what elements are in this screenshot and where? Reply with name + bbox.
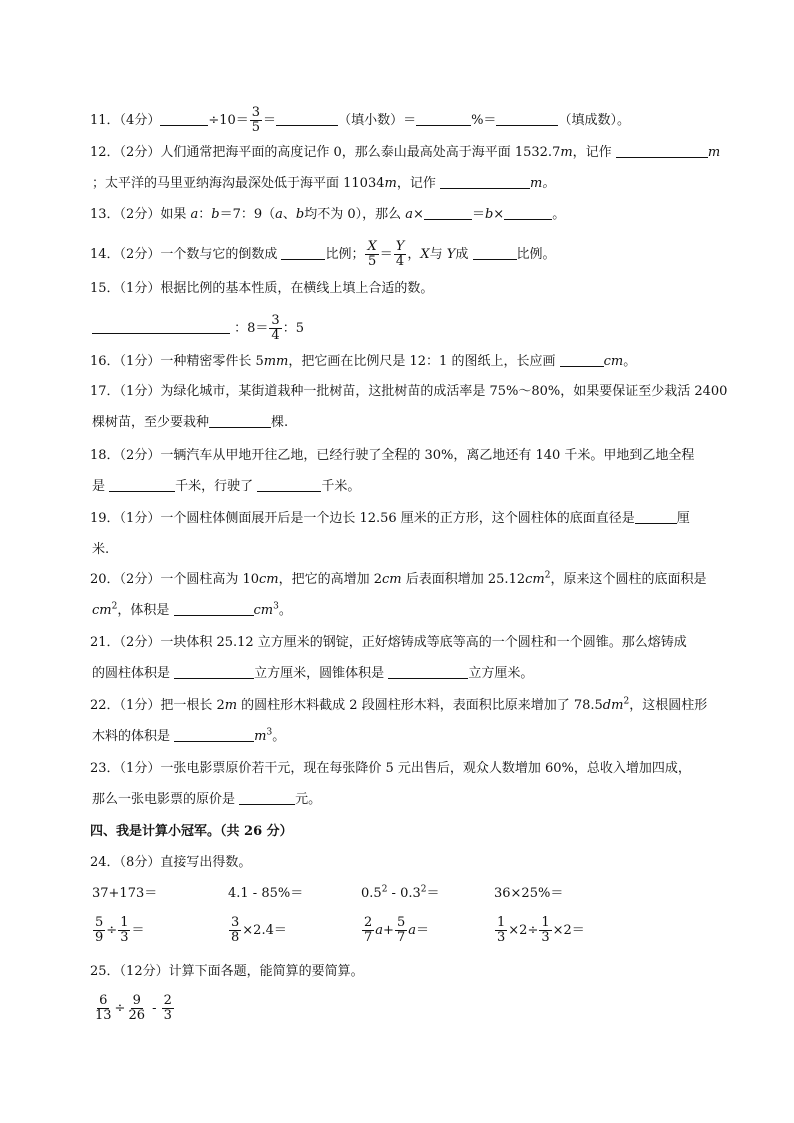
frac-numerator: 5	[95, 915, 104, 930]
frac-denominator: 3	[163, 1008, 172, 1023]
frac-numerator: 6	[99, 993, 108, 1008]
q23-blank[interactable]	[239, 790, 295, 805]
q14-blank-2[interactable]	[473, 245, 517, 260]
frac-numerator: 1	[541, 915, 550, 930]
q23-text: 那么一张电影票的原价是	[92, 792, 236, 807]
question-23-line-1	[90, 759, 691, 779]
q13-text: 13．（2分）如果	[90, 207, 191, 222]
question-11	[90, 106, 630, 135]
question-22-line-1	[90, 696, 707, 716]
q11-blank-2[interactable]	[276, 111, 338, 126]
q22-unit: dm	[602, 698, 624, 713]
q13-text: ＝	[471, 207, 485, 222]
question-13	[90, 205, 565, 225]
question-19-line-2	[92, 540, 109, 560]
q13-text: ：	[198, 207, 212, 222]
calc-sup: 2	[381, 884, 388, 895]
q11-text-4: （填成数）。	[558, 113, 630, 128]
q18-blank-1[interactable]	[109, 477, 175, 492]
question-12-line-2	[92, 174, 555, 194]
q20-sup: 2	[544, 570, 551, 581]
q19-text: 米.	[92, 542, 110, 557]
q18-text: 千米，行驶了	[175, 479, 254, 494]
question-24-title: 24．（8分）直接写出得数。	[90, 855, 252, 870]
frac-numerator: 2	[163, 993, 172, 1008]
question-20-line-1	[90, 570, 706, 590]
frac-denominator: 8	[231, 930, 240, 945]
q20-unit: cm	[382, 572, 402, 587]
q22-text: 木料的体积是	[92, 729, 171, 744]
question-18-line-2	[92, 477, 360, 497]
q21-text: 的圆柱体积是	[92, 666, 171, 681]
frac-denominator: 26	[128, 1008, 145, 1023]
q16-blank[interactable]	[560, 352, 604, 367]
q22-text: 。	[272, 729, 286, 744]
calc-text: ×2.4＝	[242, 923, 287, 938]
q12-text-b: ，记作	[572, 145, 612, 160]
q15-blank[interactable]	[92, 319, 230, 334]
question-19-line-1	[90, 509, 690, 529]
q12-unit: m	[560, 145, 573, 160]
q11-text: ÷10＝	[208, 113, 249, 128]
question-21-line-2	[92, 664, 533, 684]
q11-fraction	[250, 106, 262, 135]
calc-sup: 2	[420, 884, 427, 895]
frac-numerator: 1	[497, 915, 506, 930]
q22-text: 22．（1分）把一根长 2	[90, 698, 225, 713]
q20-text: 20．（2分）一个圆柱高为 10	[90, 572, 259, 587]
calc-text: ÷	[114, 1001, 126, 1016]
q14-text: 比例。	[516, 247, 556, 262]
calc-item	[228, 916, 287, 945]
q12-blank-2[interactable]	[440, 174, 530, 189]
q15-text: ：5	[282, 321, 304, 336]
calc-text: ÷	[106, 923, 118, 938]
q12-text: 12．（2分）人们通常把海平面的高度记作 0，那么泰山最高处高于海平面 1532.7	[90, 145, 561, 160]
q11-blank-1[interactable]	[160, 111, 208, 126]
question-20-line-2	[92, 601, 292, 621]
calc-item	[361, 916, 429, 945]
frac-numerator: 3	[231, 915, 240, 930]
frac-numerator: 2	[364, 915, 373, 930]
calc-text: ×2＝	[552, 923, 585, 938]
q25-expression	[92, 994, 175, 1023]
q22-blank[interactable]	[174, 727, 254, 742]
q11-blank-4[interactable]	[496, 111, 558, 126]
q13-var: b	[211, 207, 220, 222]
frac-numerator: Y	[395, 239, 405, 254]
q19-text: 19．（1分）一个圆柱体侧面展开后是一个边长 12.56 厘米的正方形，这个圆柱体的底面直径是	[90, 511, 635, 526]
q23-text: 元。	[295, 792, 322, 807]
frac-denominator: 3	[120, 930, 129, 945]
q12-unit-2: m	[384, 176, 397, 191]
q20-text: ，原来这个圆柱的底面积是	[550, 572, 707, 587]
q18-text: 18．（2分）一辆汽车从甲地开往乙地，已经行驶了全程的 30%，离乙地还有 140 千米。甲地到乙地全程	[90, 448, 695, 463]
frac-numerator: 9	[132, 993, 141, 1008]
q15-fraction	[269, 314, 281, 343]
question-17-line-1	[90, 382, 727, 402]
q15-text: ：8＝	[234, 321, 269, 336]
calc-text: ＝	[416, 923, 430, 938]
q21-text: 21．（2分）一块体积 25.12 立方厘米的钢锭，正好熔铸成等底等高的一个圆柱和一个圆锥。那么熔铸成	[90, 635, 687, 650]
frac-numerator: X	[367, 239, 377, 254]
q22-text: 的圆柱形木料截成 2 段圆柱形木料，表面积比原来增加了 78.5	[237, 698, 603, 713]
q13-text: ×	[413, 207, 424, 222]
calc-item	[494, 916, 585, 945]
q14-text: 比例；	[325, 247, 365, 262]
q13-text: ＝7：9（	[219, 207, 276, 222]
q14-text: ＝	[379, 247, 393, 262]
q20-blank[interactable]	[174, 601, 254, 616]
question-17-line-2	[92, 413, 288, 433]
question-23-line-2	[92, 790, 321, 810]
question-15	[90, 279, 433, 299]
q11-blank-3[interactable]	[416, 111, 471, 126]
frac-denominator: 3	[541, 930, 550, 945]
q23-text: 23．（1分）一张电影票原价若干元，现在每张降价 5 元出售后，观众人数增加 60%，总收入增加四成，	[90, 761, 691, 776]
calc-text: -	[148, 1001, 161, 1016]
q22-sup: 3	[266, 727, 273, 738]
frac-denominator: 5	[367, 254, 377, 269]
q15-text: 15．（1分）根据比例的基本性质，在横线上填上合适的数。	[90, 281, 434, 296]
q14-var: X	[420, 247, 430, 262]
q22-unit: m	[254, 729, 267, 744]
q16-text: 16．（1分）一种精密零件长 5	[90, 354, 264, 369]
q20-sup: 2	[111, 601, 118, 612]
q13-text: 、	[282, 207, 296, 222]
q13-text: ×	[493, 207, 505, 222]
q21-text: 立方厘米。	[468, 666, 534, 681]
q12-blank-1[interactable]	[616, 143, 708, 158]
q11-head: 11．（4分）	[90, 113, 161, 128]
q11-text-2: （填小数）＝	[338, 113, 417, 128]
section-four-title: 四、我是计算小冠军。（共 26 分）	[90, 824, 293, 839]
q14-fraction-y	[394, 240, 407, 269]
q12-unit-end-2: m。	[529, 176, 556, 191]
q22-text: ，这根圆柱形	[629, 698, 708, 713]
q19-blank[interactable]	[635, 509, 677, 524]
question-25-title: 25．（12分）计算下面各题，能简算的要简算。	[90, 964, 364, 979]
frac-denominator: 9	[95, 930, 104, 945]
q14-fraction-x	[365, 240, 378, 269]
calc-item	[92, 916, 144, 945]
q13-blank-1[interactable]	[424, 205, 472, 220]
frac-denominator: 13	[95, 1008, 112, 1023]
q20-sup: 3	[273, 601, 279, 612]
q19-text: 厘	[676, 511, 690, 526]
q13-var: a	[190, 207, 199, 222]
q20-text: 。	[278, 603, 292, 618]
q16-unit: mm	[263, 354, 289, 369]
calc-text: 0.5	[361, 886, 382, 901]
q16-unit: cm	[603, 354, 624, 369]
q11-eq: ＝	[263, 113, 277, 128]
frac-denominator: 4	[271, 328, 280, 343]
q12-text-2b: ，记作	[396, 176, 436, 191]
q16-text: ，把它画在比例尺是 12：1 的图纸上，长应画	[288, 354, 556, 369]
calc-text: ＝	[426, 886, 440, 901]
q22-sup: 2	[623, 696, 630, 707]
q17-text: 棵树苗，至少要栽种	[92, 415, 210, 430]
frac-numerator: 3	[251, 105, 261, 120]
question-16	[90, 352, 636, 372]
frac-denominator: 7	[396, 930, 406, 945]
q13-var: a	[275, 207, 283, 222]
q20-unit: cm	[253, 603, 274, 618]
question-15-equation	[92, 314, 304, 343]
q14-text: 14．（2分）一个数与它的倒数成	[90, 247, 278, 262]
q12-text-2: ；太平洋的马里亚纳海沟最深处低于海平面 11034	[92, 176, 385, 191]
frac-denominator: 3	[497, 930, 506, 945]
calc-item: 37+173＝	[92, 886, 158, 901]
calc-item: 36×25%＝	[494, 886, 564, 901]
calc-var: a	[408, 923, 416, 938]
q13-var: a	[405, 207, 414, 222]
q18-text: 千米。	[321, 479, 361, 494]
calc-var: a	[375, 923, 384, 938]
q18-text: 是	[92, 479, 106, 494]
q14-text: 成	[455, 247, 469, 262]
q20-text: 后表面积增加 25.12	[401, 572, 526, 587]
q17-blank[interactable]	[209, 413, 271, 428]
question-22-line-2	[92, 727, 285, 747]
calc-text: - 0.3	[387, 886, 421, 901]
q14-blank-1[interactable]	[281, 245, 325, 260]
q13-text: 均不为 0），那么	[304, 207, 406, 222]
q13-text: 。	[552, 207, 566, 222]
q14-text: ，	[407, 247, 421, 262]
question-21-line-1	[90, 633, 687, 653]
q20-unit: cm	[92, 603, 112, 618]
q21-blank-2[interactable]	[388, 664, 468, 679]
q21-blank-1[interactable]	[174, 664, 254, 679]
question-12-line-1	[90, 143, 720, 163]
q20-text: ，体积是	[117, 603, 170, 618]
q14-text: 与	[429, 247, 447, 262]
frac-denominator: 5	[251, 120, 261, 135]
q14-var: Y	[446, 247, 456, 262]
calc-text: ×2÷	[508, 923, 539, 938]
q17-text: 17．（1分）为绿化城市，某街道栽种一批树苗，这批树苗的成活率是 75%～80%，如果要保证至少栽活 2400	[90, 384, 728, 399]
calc-text: +	[383, 923, 394, 938]
q18-blank-2[interactable]	[257, 477, 321, 492]
q12-unit-end: m	[707, 145, 721, 160]
q11-text-3: %＝	[471, 113, 497, 128]
calc-item	[361, 884, 440, 904]
q17-text: 棵.	[271, 415, 289, 430]
frac-numerator: 1	[120, 915, 129, 930]
frac-denominator: 7	[364, 930, 373, 945]
q21-text: 立方厘米，圆锥体积是	[254, 666, 385, 681]
q16-text: 。	[623, 354, 637, 369]
question-14	[90, 240, 556, 269]
q20-unit: cm	[525, 572, 545, 587]
calc-text: ＝	[131, 923, 145, 938]
q13-var: b	[295, 207, 305, 222]
q20-text: ，把它的高增加 2	[278, 572, 383, 587]
frac-numerator: 5	[396, 915, 406, 930]
q20-unit: cm	[259, 572, 279, 587]
question-18-line-1	[90, 446, 694, 466]
frac-numerator: 3	[271, 313, 280, 328]
frac-denominator: 4	[395, 254, 405, 269]
q13-var: b	[484, 207, 494, 222]
q22-unit: m	[224, 698, 238, 713]
q13-blank-2[interactable]	[504, 205, 552, 220]
calc-item: 4.1 - 85%＝	[228, 886, 304, 901]
